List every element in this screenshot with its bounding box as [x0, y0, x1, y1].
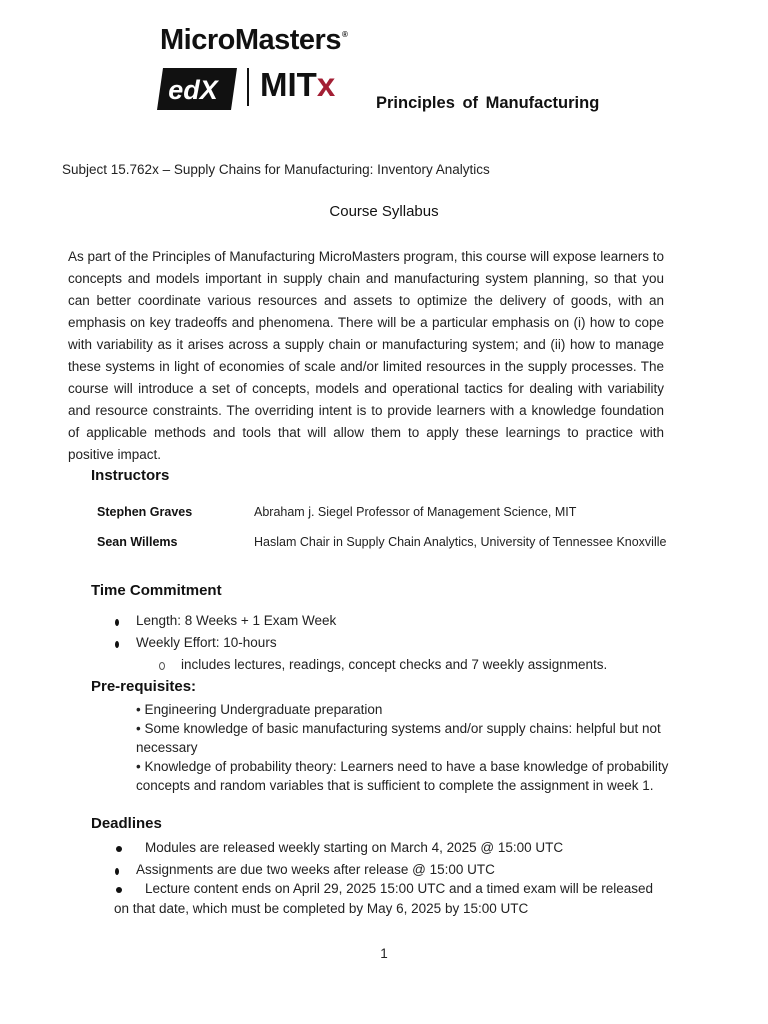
instructor-name: Stephen Graves [97, 505, 193, 519]
deadline-item: Assignments are due two weeks after release @ 15:00 UTC [136, 862, 495, 877]
mitx-logo [260, 66, 335, 104]
mit-logo-text: MIT [260, 66, 317, 103]
prerequisite-item: • Knowledge of probability theory: Learners need to have a base knowledge of probability concepts and random variables that is sufficient to complete the assignment in week 1. [136, 759, 669, 793]
bullet-icon [115, 619, 119, 626]
prerequisites-heading: Pre-requisites: [91, 678, 197, 695]
subject-line: Subject 15.762x – Supply Chains for Manufacturing: Inventory Analytics [62, 162, 490, 177]
micromasters-logo [160, 24, 347, 57]
micromasters-wordmark: MicroMasters [160, 24, 341, 56]
syllabus-title: Course Syllabus [329, 203, 439, 220]
registered-mark: ® [341, 30, 348, 39]
bullet-icon [115, 641, 119, 648]
logo-separator [247, 68, 249, 106]
prerequisites-list [136, 700, 681, 795]
page-number: 1 [380, 946, 388, 961]
edx-logo [157, 66, 237, 110]
time-effort-detail: includes lectures, readings, concept checks and 7 weekly assignments. [181, 657, 608, 672]
time-commitment-heading: Time Commitment [91, 582, 222, 599]
prerequisite-item: • Engineering Undergraduate preparation [136, 702, 383, 717]
instructor-name: Sean Willems [97, 535, 178, 549]
prerequisite-item: • Some knowledge of basic manufacturing systems and/or supply chains: helpful but not necessary [136, 721, 661, 755]
edx-logo-text: edX [168, 75, 218, 105]
deadline-item-continued: on that date, which must be completed by May 6, 2025 by 15:00 UTC [114, 901, 529, 916]
sub-bullet-icon [159, 662, 165, 670]
deadlines-heading: Deadlines [91, 815, 162, 832]
mit-logo-x: x [316, 66, 336, 103]
time-effort: Weekly Effort: 10-hours [136, 635, 277, 650]
bullet-icon [116, 846, 122, 852]
intro-paragraph: As part of the Principles of Manufacturing MicroMasters program, this course will expose learners to concepts and models important in supply chain and manufacturing system planning, so that you can better coordinate various resources and assets to optimize the delivery of goods, with an emphasis on key tradeoffs and phenomena. There will be a particular emphasis on (i) how to cope with variability as it arises across a supply chain or manufacturing system; and (ii) how to manage these systems in light of economies of scale and/or limited resources in the supply processes. The course will introduce a set of concepts, models and operational tactics for dealing with variability and resource constraints. The overriding intent is to provide learners with a knowledge foundation of applicable methods and tools that will allow them to apply these learnings to practice with positive impact. [68, 249, 664, 462]
deadline-item: Lecture content ends on April 29, 2025 15:00 UTC and a timed exam will be released [145, 881, 654, 896]
time-length: Length: 8 Weeks + 1 Exam Week [136, 613, 337, 628]
program-title: Principles of Manufacturing [376, 94, 600, 112]
bullet-icon [115, 868, 119, 875]
instructors-heading: Instructors [91, 467, 170, 484]
instructor-title: Haslam Chair in Supply Chain Analytics, University of Tennessee Knoxville [254, 535, 667, 549]
instructor-title: Abraham j. Siegel Professor of Management Science, MIT [254, 505, 577, 519]
bullet-icon [116, 887, 122, 893]
deadline-item: Modules are released weekly starting on March 4, 2025 @ 15:00 UTC [145, 840, 564, 855]
